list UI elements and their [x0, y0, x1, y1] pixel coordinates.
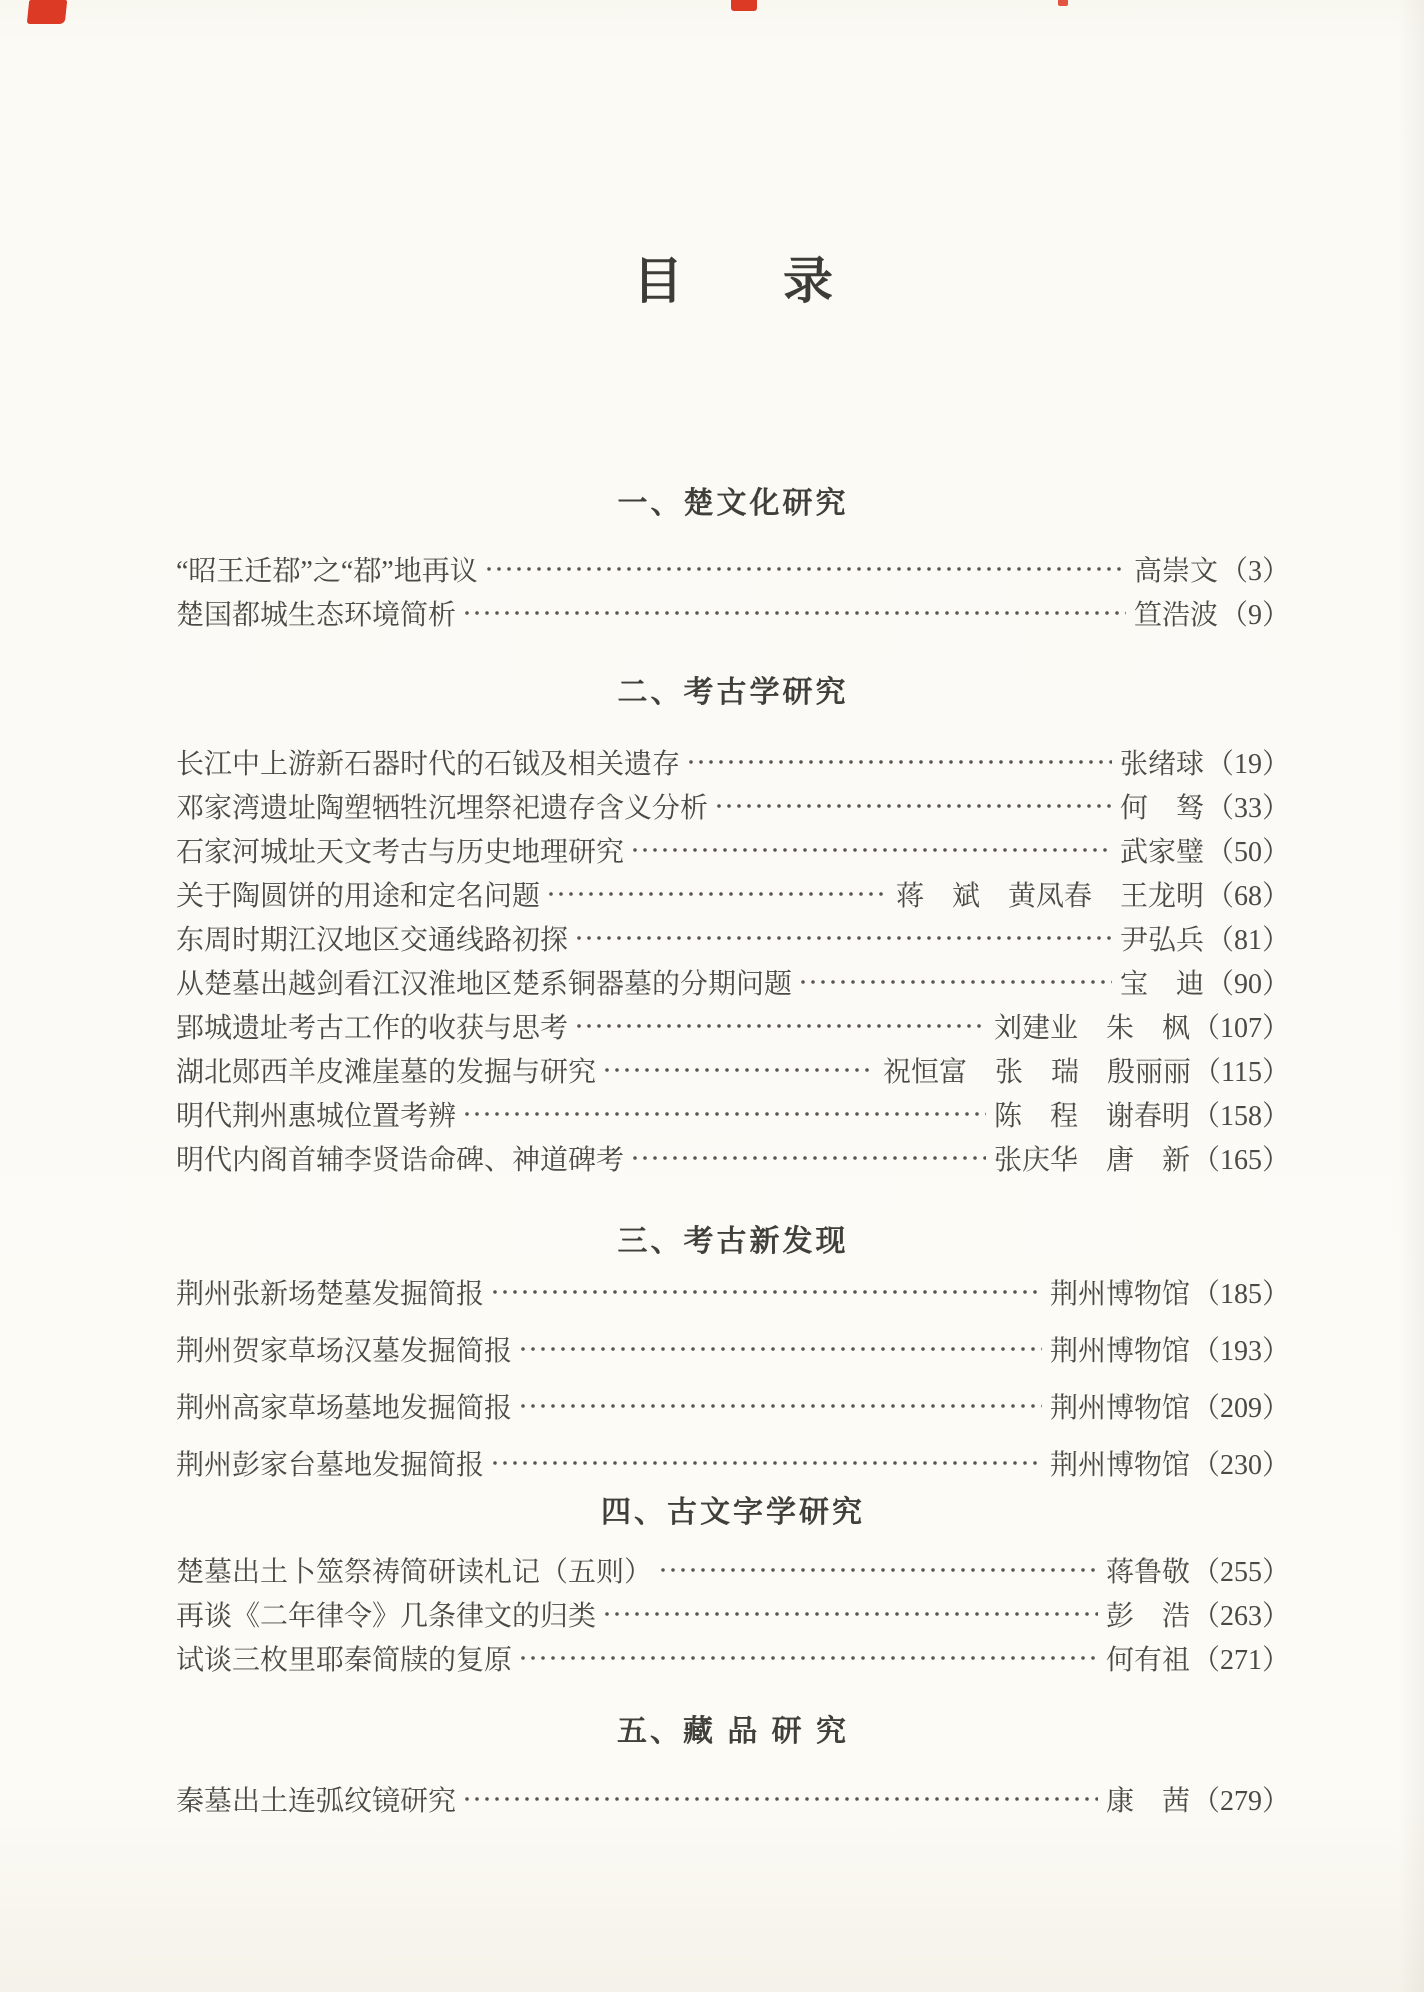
entry-authors: 蒋鲁敬: [1105, 1557, 1190, 1588]
entry-page-number: （193）: [1191, 1335, 1290, 1367]
entry-page-number: （115）: [1193, 1057, 1290, 1088]
entry-title: 湖北郧西羊皮滩崖墓的发掘与研究: [176, 1057, 597, 1088]
entry-authors: 陈 程 谢春明: [993, 1101, 1190, 1132]
entry-authors: 张绪球: [1119, 749, 1204, 780]
red-scan-mark: [1058, 0, 1068, 6]
entry-page-number: （255）: [1191, 1557, 1290, 1588]
section-collection-research: [176, 1714, 1290, 1821]
entry-title: 东周时期江汉地区交通线路初探: [176, 925, 569, 956]
section-heading: 一、楚文化研究: [617, 487, 849, 520]
entry-title: 明代内阁首辅李贤诰命碑、神道碑考: [176, 1145, 625, 1176]
entry-list: [176, 740, 1290, 1180]
entry-authors: 荆州博物馆: [1049, 1278, 1190, 1310]
toc-entry: [176, 1048, 1290, 1092]
toc-entry: [176, 1777, 1290, 1821]
dot-leader: [600, 1048, 875, 1092]
entry-authors: 彭 浩: [1105, 1601, 1190, 1632]
dot-leader: [796, 960, 1112, 1004]
page-edge-shadow: [1398, 0, 1424, 1992]
entry-authors: 康 茜: [1105, 1786, 1190, 1817]
entry-list: [176, 1777, 1290, 1821]
entry-authors: 何 驽: [1119, 793, 1204, 824]
entry-title: 从楚墓出越剑看江汉淮地区楚系铜器墓的分期问题: [176, 969, 793, 1000]
entry-page-number: （185）: [1191, 1278, 1290, 1310]
toc-entry: [176, 1377, 1290, 1434]
entry-page-number: （9）: [1219, 600, 1290, 631]
dot-leader: [628, 1136, 986, 1180]
toc-entry: [176, 916, 1290, 960]
dot-leader: [460, 1777, 1098, 1821]
entry-page-number: （107）: [1191, 1013, 1290, 1044]
section-chu-culture-research: [176, 486, 1290, 635]
toc-entry: [176, 1592, 1290, 1636]
toc-entry: [176, 872, 1290, 916]
entry-page-number: （263）: [1191, 1601, 1290, 1632]
toc-entry: [176, 1636, 1290, 1680]
dot-leader: [460, 1092, 986, 1136]
toc-entry: [176, 547, 1290, 591]
dot-leader: [488, 1263, 1042, 1320]
toc-entry: [176, 784, 1290, 828]
entry-page-number: （81）: [1205, 925, 1290, 956]
dot-leader: [684, 740, 1112, 784]
entry-title: 荆州贺家草场汉墓发掘简报: [176, 1335, 513, 1367]
entry-title: 关于陶圆饼的用途和定名问题: [176, 881, 541, 912]
toc-entry: [176, 1434, 1290, 1491]
page-title: 目 录: [633, 253, 833, 309]
entry-list: [176, 1548, 1290, 1680]
entry-authors: 刘建业 朱 枫: [993, 1013, 1190, 1044]
entry-page-number: （3）: [1219, 556, 1290, 587]
toc-entry: [176, 591, 1290, 635]
entry-page-number: （158）: [1191, 1101, 1290, 1132]
section-paleography-research: [176, 1495, 1290, 1680]
red-scan-mark: [27, 0, 68, 24]
section-heading: 四、古文字学研究: [601, 1496, 865, 1529]
entry-list: [176, 547, 1290, 635]
toc-entry: [176, 1092, 1290, 1136]
dot-leader: [482, 547, 1126, 591]
entry-page-number: （230）: [1191, 1449, 1290, 1481]
dot-leader: [544, 872, 888, 916]
dot-leader: [572, 916, 1112, 960]
entry-page-number: （68）: [1205, 881, 1290, 912]
entry-page-number: （271）: [1191, 1645, 1290, 1676]
section-archaeology-research: [176, 675, 1290, 1180]
dot-leader: [572, 1004, 986, 1048]
section-heading: 三、考古新发现: [617, 1225, 849, 1258]
entry-authors: 蒋 斌 黄凤春 王龙明: [895, 881, 1204, 912]
entry-authors: 荆州博物馆: [1049, 1392, 1190, 1424]
entry-title: 明代荆州惠城位置考辨: [176, 1101, 457, 1132]
entry-authors: 张庆华 唐 新: [993, 1145, 1190, 1176]
dot-leader: [488, 1434, 1042, 1491]
entry-page-number: （165）: [1191, 1145, 1290, 1176]
dot-leader: [516, 1636, 1098, 1680]
entry-authors: 高崇文: [1133, 556, 1218, 587]
toc-entry: [176, 1004, 1290, 1048]
entry-page-number: （279）: [1191, 1786, 1290, 1817]
section-heading: 二、考古学研究: [617, 676, 849, 709]
red-scan-mark: [731, 0, 757, 11]
entry-page-number: （19）: [1205, 749, 1290, 780]
entry-page-number: （209）: [1191, 1392, 1290, 1424]
entry-title: 荆州张新场楚墓发掘简报: [176, 1278, 485, 1310]
toc-entry: [176, 740, 1290, 784]
entry-title: 郢城遗址考古工作的收获与思考: [176, 1013, 569, 1044]
toc-entry: [176, 960, 1290, 1004]
entry-authors: 宝 迪: [1119, 969, 1204, 1000]
entry-title: 荆州彭家台墓地发掘简报: [176, 1449, 485, 1481]
entry-page-number: （33）: [1205, 793, 1290, 824]
toc-entry: [176, 1548, 1290, 1592]
dot-leader: [712, 784, 1112, 828]
dot-leader: [460, 591, 1126, 635]
entry-authors: 荆州博物馆: [1049, 1449, 1190, 1481]
entry-title: 楚国都城生态环境简析: [176, 600, 457, 631]
entry-authors: 祝恒富 张 瑞 殷丽丽: [883, 1057, 1192, 1088]
entry-page-number: （90）: [1205, 969, 1290, 1000]
entry-authors: 武家璧: [1119, 837, 1204, 868]
dot-leader: [600, 1592, 1098, 1636]
entry-authors: 何有祖: [1105, 1645, 1190, 1676]
toc-entry: [176, 828, 1290, 872]
entry-title: 试谈三枚里耶秦简牍的复原: [176, 1645, 513, 1676]
dot-leader: [656, 1548, 1098, 1592]
toc-entry: [176, 1136, 1290, 1180]
entry-list: [176, 1263, 1290, 1491]
entry-title: 再谈《二年律令》几条律文的归类: [176, 1601, 597, 1632]
section-heading: 五、藏 品 研 究: [616, 1715, 849, 1748]
entry-authors: 笪浩波: [1133, 600, 1218, 631]
dot-leader: [516, 1377, 1042, 1434]
entry-authors: 尹弘兵: [1119, 925, 1204, 956]
toc-entry: [176, 1320, 1290, 1377]
entry-title: “昭王迁鄀”之“鄀”地再议: [176, 556, 478, 587]
entry-title: 秦墓出土连弧纹镜研究: [176, 1786, 457, 1817]
entry-title: 楚墓出土卜筮祭祷简研读札记（五则）: [176, 1557, 653, 1588]
entry-title: 邓家湾遗址陶塑牺牲沉埋祭祀遗存含义分析: [176, 793, 709, 824]
entry-title: 长江中上游新石器时代的石钺及相关遗存: [176, 749, 681, 780]
entry-title: 石家河城址天文考古与历史地理研究: [176, 837, 625, 868]
entry-authors: 荆州博物馆: [1049, 1335, 1190, 1367]
dot-leader: [628, 828, 1112, 872]
section-new-discoveries: [176, 1224, 1290, 1491]
dot-leader: [516, 1320, 1042, 1377]
toc-entry: [176, 1263, 1290, 1320]
entry-page-number: （50）: [1205, 837, 1290, 868]
entry-title: 荆州高家草场墓地发掘简报: [176, 1392, 513, 1424]
